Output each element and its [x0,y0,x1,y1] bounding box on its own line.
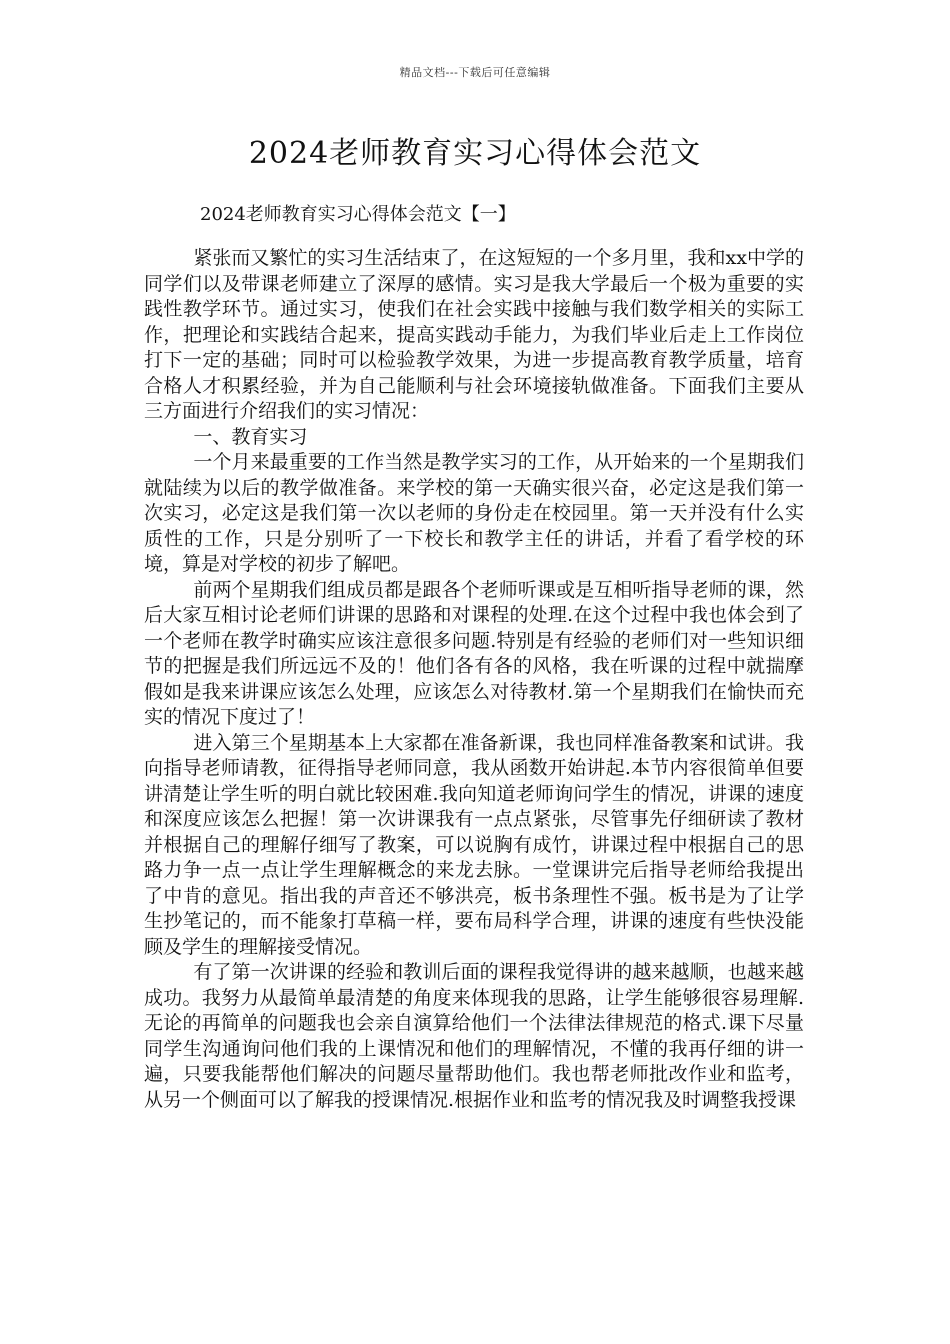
paragraph-after-first-lecture: 有了第一次讲课的经验和教训后面的课程我觉得讲的越来越顺，也越来越成功。我努力从最简单最清楚的角度来体现我的思路，让学生能够很容易理解.无论的再简单的问题我也会亲自演算给他们一个法律法律规范的格式.课下尽量同学生沟通询问他们我的上课情况和他们的理解情况，不懂的我再仔细的讲一遍，只要我能帮他们解决的问题尽量帮助他们。我也帮老师批改作业和监考，从另一个侧面可以了解我的授课情况.根据作业和监考的情况我及时调整我授课 [144,961,804,1111]
paragraph-third-week: 进入第三个星期基本上大家都在准备新课，我也同样准备教案和试讲。我向指导老师请教，征得指导老师同意，我从函数开始讲起.本节内容很简单但要讲清楚让学生听的明白就比较困难.我向知道老师询问学生的情况，讲课的速度和深度应该怎么把握！第一次讲课我有一点点紧张，尽管事先仔细研读了教材并根据自己的理解仔细写了教案，可以说胸有成竹，讲课过程中根据自己的思路力争一点一点让学生理解概念的来龙去脉。一堂课讲完后指导老师给我提出了中肯的意见。指出我的声音还不够洪亮，板书条理性不强。板书是为了让学生抄笔记的，而不能象打草稿一样，要布局科学合理，讲课的速度有些快没能顾及学生的理解接受情况。 [144,731,804,958]
document-subtitle: 2024老师教育实习心得体会范文【一】 [200,204,516,225]
header-note: 精品文档---下载后可任意编辑 [399,66,551,79]
document-title: 2024老师教育实习心得体会范文 [248,136,702,171]
section-heading-education-practice: 一、教育实习 [193,425,308,448]
document-body [144,246,804,1113]
paragraph-first-month: 一个月来最重要的工作当然是教学实习的工作，从开始来的一个星期我们就陆续为以后的教学做准备。来学校的第一天确实很兴奋，必定这是我们第一次实习，必定这是我们第一次以老师的身份走在校园里。第一天并没有什么实质性的工作，只是分别听了一下校长和教学主任的讲话，并看了看学校的环境，算是对学校的初步了解吧。 [144,451,804,575]
paragraph-first-two-weeks: 前两个星期我们组成员都是跟各个老师听课或是互相听指导老师的课，然后大家互相讨论老师们讲课的思路和对课程的处理.在这个过程中我也体会到了一个老师在教学时确实应该注意很多问题.特别是有经验的老师们对一些知识细节的把握是我们所远远不及的！他们各有各的风格，我在听课的过程中就揣摩假如是我来讲课应该怎么处理，应该怎么对待教材.第一个星期我们在愉快而充实的情况下度过了！ [144,578,804,728]
paragraph-intro: 紧张而又繁忙的实习生活结束了，在这短短的一个多月里，我和xx中学的同学们以及带课老师建立了深厚的感情。实习是我大学最后一个极为重要的实践性教学环节。通过实习，使我们在社会实践中接触与我们数学相关的实际工作，把理论和实践结合起来，提高实践动手能力，为我们毕业后走上工作岗位打下一定的基础；同时可以检验教学效果，为进一步提高教育教学质量，培育合格人才积累经验，并为自己能顺利与社会环境接轨做准备。下面我们主要从三方面进行介绍我们的实习情况： [144,247,804,422]
